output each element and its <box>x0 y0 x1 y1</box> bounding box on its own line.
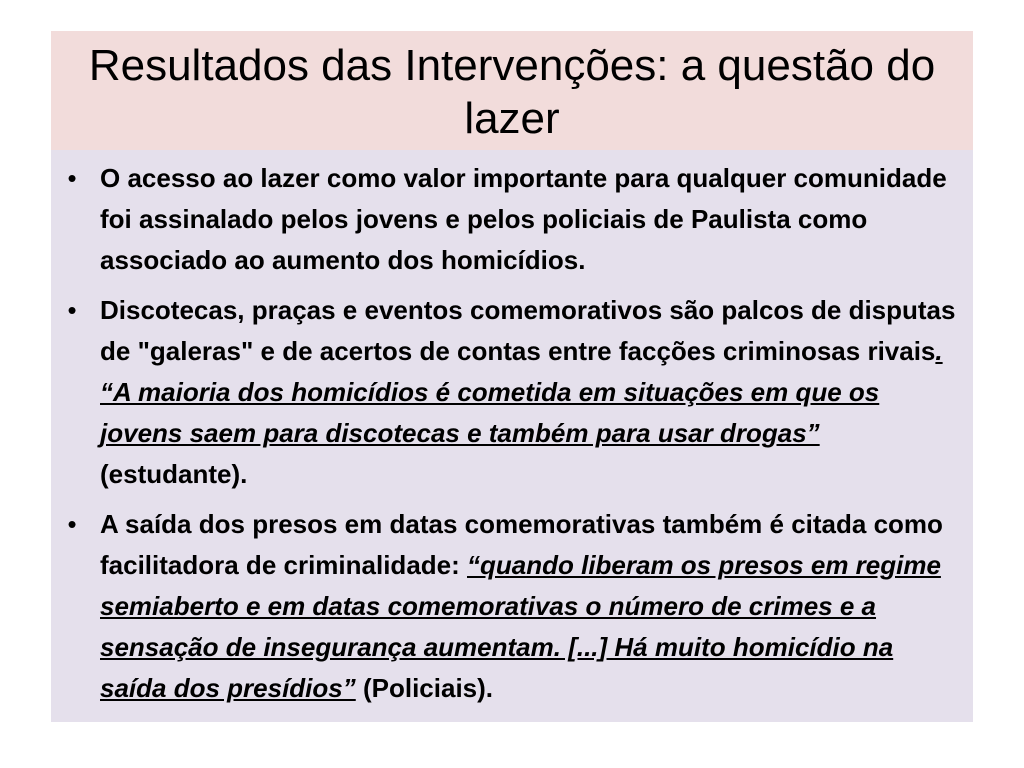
police-quote: “quando liberam os presos em regime semiaberto e em datas comemorativas o número de crimes e a sensação de insegurança aumentam. [...] Há muito homicídio na saída dos presídios” <box>100 550 941 703</box>
bullet-glyph: • <box>67 509 77 539</box>
content-placeholder <box>51 150 973 722</box>
quote-source: (estudante). <box>100 459 248 489</box>
bullet-item-presos <box>60 504 963 709</box>
bullet-text: Discotecas, praças e eventos comemorativos são palcos de disputas de "galeras" e de acertos de contas entre facções criminosas rivais <box>100 295 956 366</box>
bullet-glyph: • <box>67 163 77 193</box>
bullet-list <box>51 150 973 709</box>
student-quote: . “A maioria dos homicídios é cometida em situações em que os jovens saem para discotecas e também para usar drogas” <box>100 336 943 448</box>
bullet-text: A saída dos presos em datas comemorativas também é citada como facilitadora de criminalidade: <box>100 509 943 580</box>
bullet-item-discotecas <box>60 290 963 495</box>
quote-source: (Policiais). <box>355 673 494 703</box>
title-placeholder <box>51 31 973 150</box>
bullet-item-leisure <box>60 158 963 281</box>
bullet-text: O acesso ao lazer como valor importante para qualquer comunidade foi assinalado pelos jovens e pelos policiais de Paulista como associado ao aumento dos homicídios. <box>100 163 947 275</box>
slide-title: Resultados das Intervenções: a questão do lazer <box>88 41 936 143</box>
bullet-glyph: • <box>67 295 77 325</box>
